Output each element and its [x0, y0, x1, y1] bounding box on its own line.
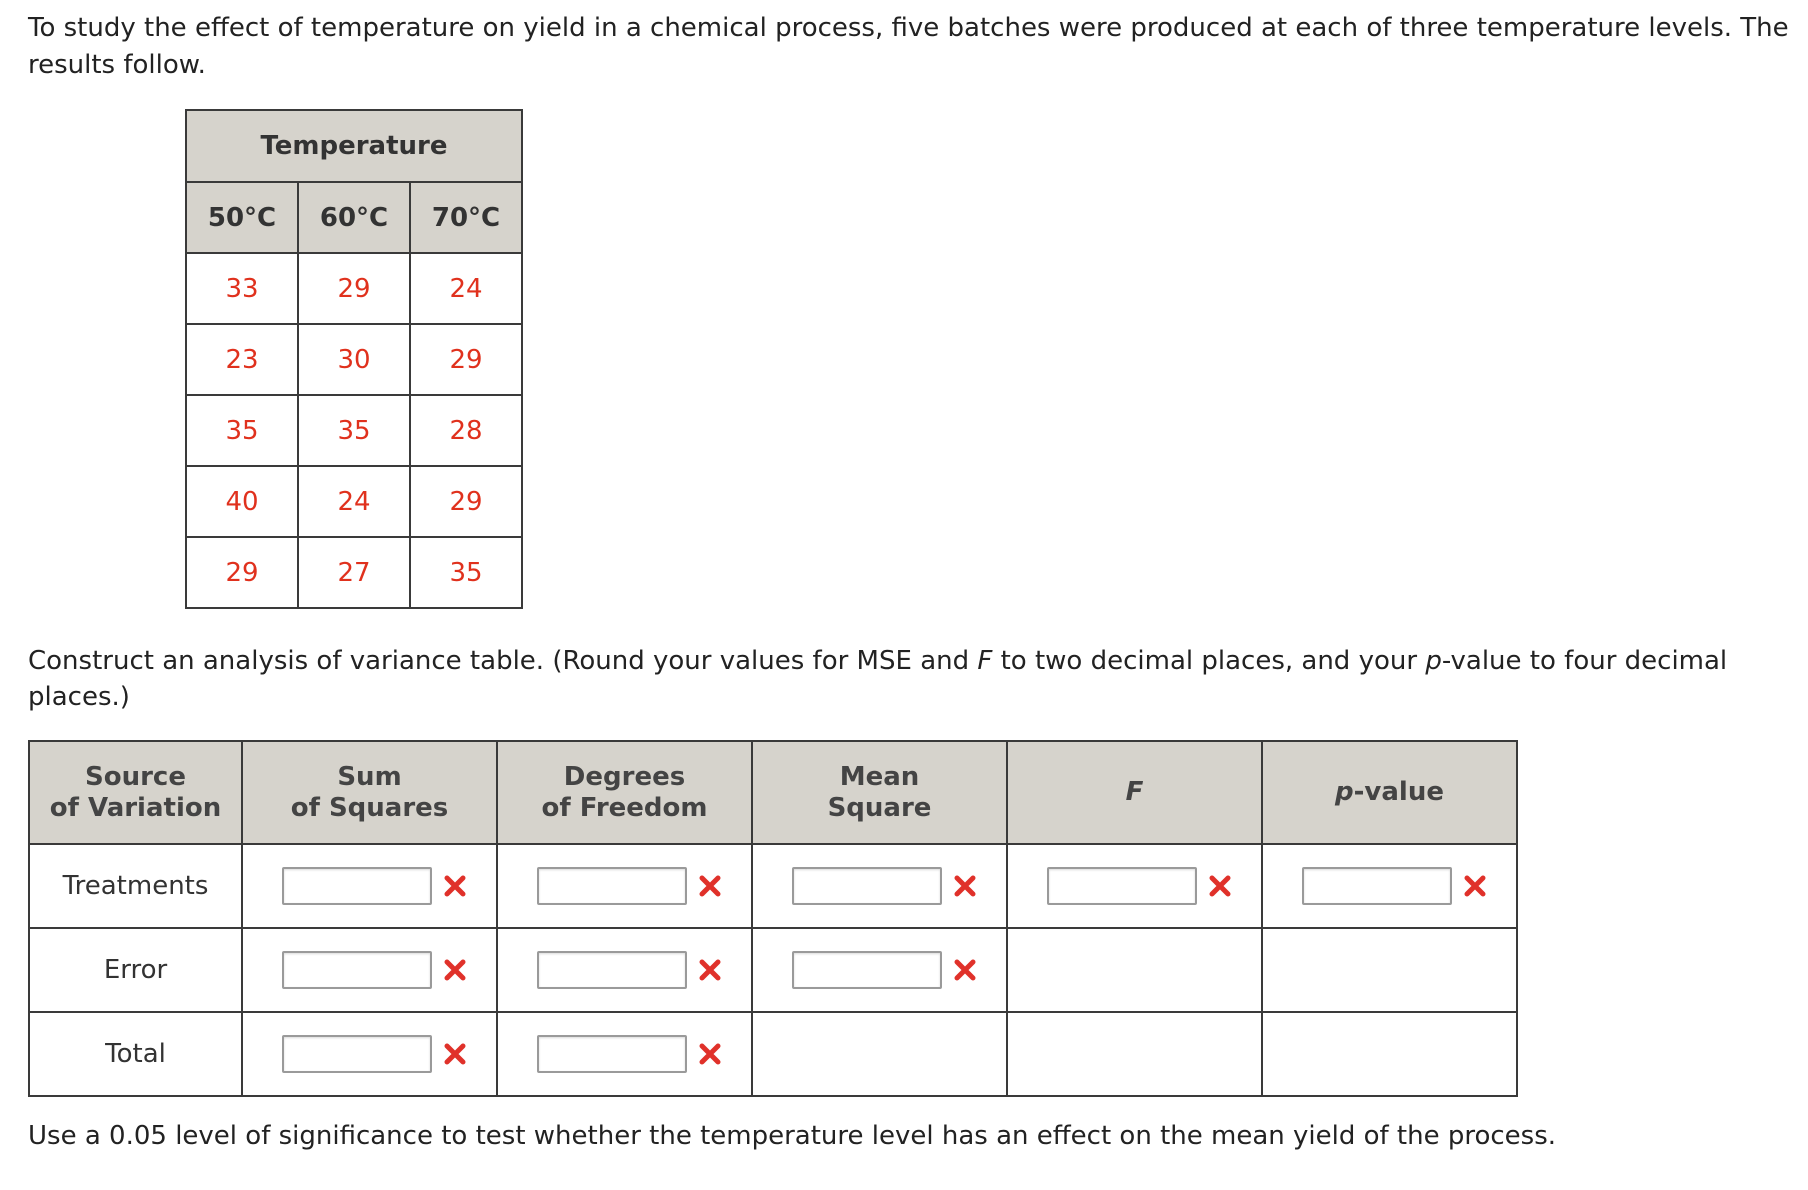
header-source-of-variation: Source of Variation — [29, 741, 242, 844]
treatments-f-cell — [1007, 844, 1262, 928]
incorrect-x-icon — [442, 957, 468, 983]
incorrect-x-icon — [442, 1041, 468, 1067]
row-label-error: Error — [29, 928, 242, 1012]
total-ms-empty-cell — [752, 1012, 1007, 1096]
instruction-f-symbol: F — [977, 646, 993, 676]
incorrect-x-icon — [442, 873, 468, 899]
anova-row-total — [29, 1012, 1517, 1096]
treatments-f-input[interactable] — [1047, 867, 1197, 905]
anova-row-error — [29, 928, 1517, 1012]
incorrect-x-icon — [1462, 873, 1488, 899]
table-cell: 29 — [410, 324, 522, 395]
table-cell: 33 — [186, 253, 298, 324]
treatments-p-value-input[interactable] — [1302, 867, 1452, 905]
error-ss-cell — [242, 928, 497, 1012]
treatments-ss-input[interactable] — [282, 867, 432, 905]
error-f-empty-cell — [1007, 928, 1262, 1012]
treatments-p-cell — [1262, 844, 1517, 928]
table-cell: 24 — [410, 253, 522, 324]
total-df-cell — [497, 1012, 752, 1096]
instruction-text-3: -value to four decimal places.) — [28, 646, 1728, 712]
treatments-df-input[interactable] — [537, 867, 687, 905]
total-df-input[interactable] — [537, 1035, 687, 1073]
table-cell: 35 — [410, 537, 522, 608]
table-row — [186, 253, 522, 324]
header-sum-of-squares: Sum of Squares — [242, 741, 497, 844]
incorrect-x-icon — [697, 957, 723, 983]
table-cell: 24 — [298, 466, 410, 537]
treatments-df-cell — [497, 844, 752, 928]
total-ss-cell — [242, 1012, 497, 1096]
header-mean-square: Mean Square — [752, 741, 1007, 844]
total-f-empty-cell — [1007, 1012, 1262, 1096]
table-row — [186, 537, 522, 608]
table-cell: 35 — [186, 395, 298, 466]
table-row — [186, 395, 522, 466]
table-cell: 35 — [298, 395, 410, 466]
table-cell: 27 — [298, 537, 410, 608]
incorrect-x-icon — [952, 957, 978, 983]
error-ms-input[interactable] — [792, 951, 942, 989]
table-cell: 23 — [186, 324, 298, 395]
table-cell: 28 — [410, 395, 522, 466]
incorrect-x-icon — [952, 873, 978, 899]
treatments-ss-cell — [242, 844, 497, 928]
incorrect-x-icon — [1207, 873, 1233, 899]
table-row — [186, 466, 522, 537]
table-cell: 40 — [186, 466, 298, 537]
error-df-cell — [497, 928, 752, 1012]
column-header-60c: 60°C — [298, 182, 410, 253]
row-label-treatments: Treatments — [29, 844, 242, 928]
column-header-50c: 50°C — [186, 182, 298, 253]
header-f: F — [1007, 741, 1262, 844]
column-header-70c: 70°C — [410, 182, 522, 253]
instruction-text-2: to two decimal places, and your — [992, 646, 1426, 676]
temperature-header: Temperature — [186, 110, 522, 182]
header-p-value: p-value — [1262, 741, 1517, 844]
incorrect-x-icon — [697, 873, 723, 899]
anova-header-row — [29, 741, 1517, 844]
incorrect-x-icon — [697, 1041, 723, 1067]
row-label-total: Total — [29, 1012, 242, 1096]
error-df-input[interactable] — [537, 951, 687, 989]
table-cell: 29 — [298, 253, 410, 324]
anova-row-treatments — [29, 844, 1517, 928]
error-ss-input[interactable] — [282, 951, 432, 989]
anova-table — [28, 740, 1518, 1097]
treatments-ms-cell — [752, 844, 1007, 928]
error-p-empty-cell — [1262, 928, 1517, 1012]
significance-instruction: Use a 0.05 level of significance to test whether the temperature level has an effect on the mean yield of the process. — [28, 1121, 1557, 1151]
error-ms-cell — [752, 928, 1007, 1012]
anova-instruction — [28, 643, 1788, 715]
treatments-ms-input[interactable] — [792, 867, 942, 905]
table-cell: 30 — [298, 324, 410, 395]
total-ss-input[interactable] — [282, 1035, 432, 1073]
instruction-text-1: Construct an analysis of variance table. (Round your values for MSE and — [28, 646, 978, 676]
yield-data-table — [185, 109, 523, 609]
table-cell: 29 — [186, 537, 298, 608]
table-row — [186, 324, 522, 395]
problem-intro: To study the effect of temperature on yield in a chemical process, five batches were produced at each of three temperature levels. The results follow. — [28, 13, 1789, 80]
header-degrees-of-freedom: Degrees of Freedom — [497, 741, 752, 844]
table-cell: 29 — [410, 466, 522, 537]
instruction-p-symbol: p — [1425, 646, 1442, 676]
total-p-empty-cell — [1262, 1012, 1517, 1096]
